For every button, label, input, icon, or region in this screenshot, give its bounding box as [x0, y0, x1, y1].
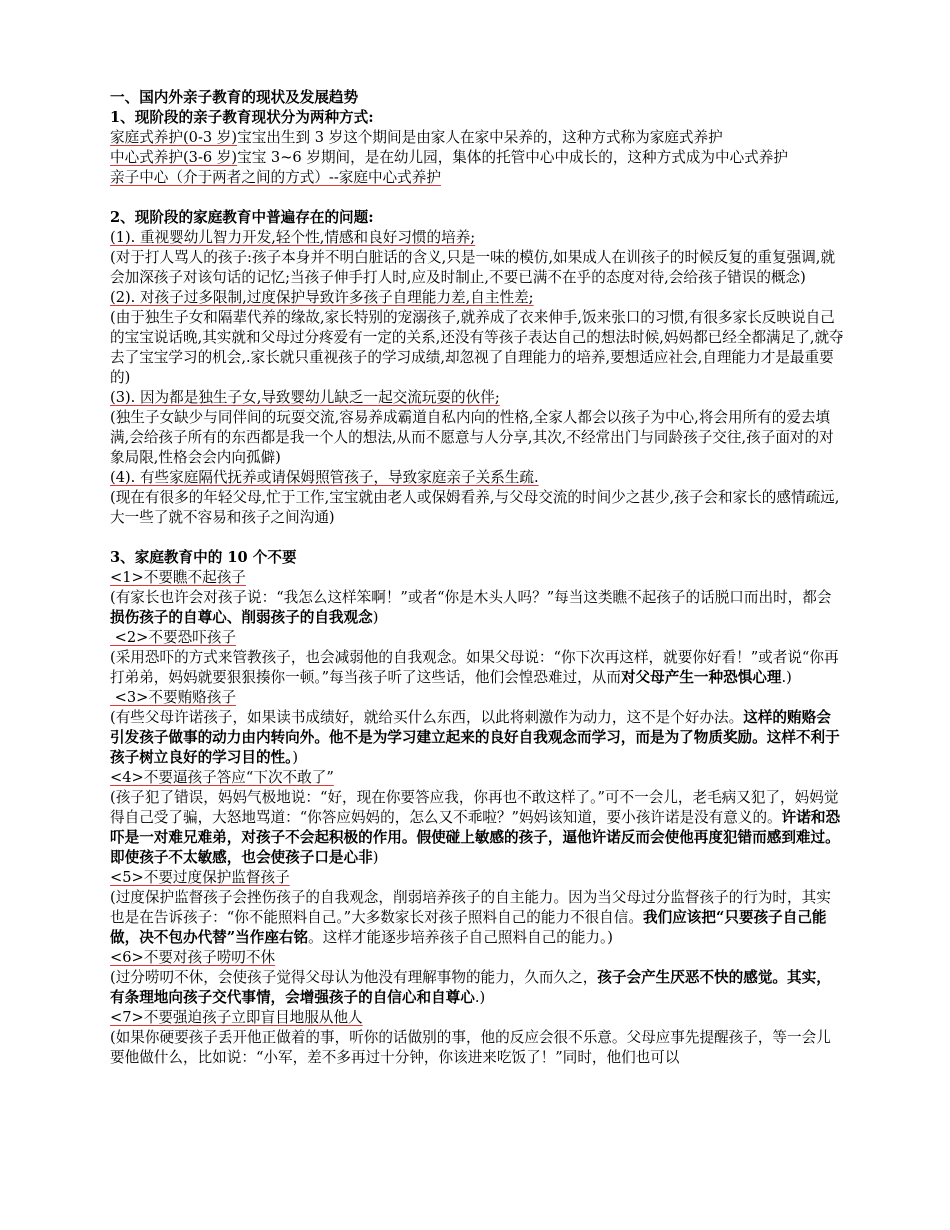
item-heading: 中心式养护(3-6 岁): [110, 149, 238, 166]
rule-text-plain: (有家长也许会对孩子说：“我怎么这样笨啊！”或者“你是木头人吗？”每当这类瞧不起孩子的话脱口而出时，都会: [110, 589, 832, 606]
problem-text: (对于打人骂人的孩子:孩子本身并不明白脏话的含义,只是一味的模仿,如果成人在训孩子的时候反复的重复强调,就会加深孩子对该句话的记忆;当孩子伸手打人时,应及时制止,不要已满不在乎的态度对待,会给孩子错误的概念): [110, 249, 836, 286]
rule-text-plain: ): [372, 849, 379, 866]
section-1-title: 一、国内外亲子教育的现状及发展趋势: [110, 89, 359, 106]
rule-text-plain: (过分唠叨不休，会使孩子觉得父母认为他没有理解事物的能力，久而久之，: [110, 969, 598, 986]
rule-text: [110, 888, 845, 948]
rule-heading: <4>不要逼孩子答应“下次不敢了”: [110, 769, 334, 786]
section-3-title: 3、家庭教育中的 10 个不要: [110, 549, 297, 566]
rule-text: [110, 968, 845, 1008]
rule-text-plain: ): [292, 749, 299, 766]
section-2-title: 2、现阶段的家庭教育中普遍存在的问题:: [110, 209, 374, 226]
rule-text: [110, 1028, 845, 1068]
list-item: [110, 128, 845, 148]
rule-text: [110, 588, 845, 628]
rule-heading: <3>不要贿赂孩子: [110, 689, 236, 706]
rule-text-plain: .): [781, 669, 792, 686]
rule-text-plain: (有些父母许诺孩子，如果读书成绩好，就给买什么东西，以此将刺激作为动力，这不是个好办法。: [110, 709, 744, 726]
rule-text: [110, 648, 845, 688]
problem-text: (现在有很多的年轻父母,忙于工作,宝宝就由老人或保姆看养,与父母交流的时间少之甚少,孩子会和家长的感情疏远,大一些了就不容易和孩子之间沟通): [110, 489, 840, 526]
rule-heading: <7>不要强迫孩子立即盲目地服从他人: [110, 1009, 363, 1026]
problem-heading: (3). 因为都是独生子女,导致婴幼儿缺乏一起交流玩耍的伙伴;: [110, 389, 500, 406]
rule-text-bold: 这样的贿赂会引发孩子做事的动力由内转向外。他不是为学习建立起来的良好自我观念而学习，而是为了物质奖励。这样不利于孩子树立良好的学习目的性。: [110, 709, 840, 766]
rule-text-plain: (如果你硬要孩子丢开他正做着的事，听你的话做别的事，他的反应会很不乐意。父母应事先提醒孩子，等一会儿要他做什么，比如说：“小军，差不多再过十分钟，你该进来吃饭了！”同时，他们也可以: [110, 1029, 831, 1066]
problem-text: (由于独生子女和隔辈代养的缘故,家长特别的宠溺孩子,就养成了衣来伸手,饭来张口的习惯,有很多家长反映说自己的宝宝说话晚,其实就和父母过分疼爱有一定的关系,还没有等孩子表达自己的想法时候,妈妈都已经全都满足了,就夺去了宝宝学习的机会,.家长就只重视孩子的学习成绩,却忽视了自理能力的培养,要想适应社会,自理能力才是最重要的): [110, 309, 844, 386]
item-text: 宝宝 3~6 岁期间，是在幼儿园，集体的托管中心中成长的，这种方式成为中心式养护: [237, 149, 788, 166]
item-heading: 亲子中心（介于两者之间的方式）--家庭中心式养护: [110, 169, 441, 186]
rule-text: [110, 788, 845, 868]
problem-text: (独生子女缺少与同伴间的玩耍交流,容易养成霸道自私内向的性格,全家人都会以孩子为中心,将会用所有的爱去填满,会给孩子所有的东西都是我一个人的想法,从而不愿意与人分享,其次,不经常出门与同龄孩子交往,孩子面对的对象局限,性格会会内向孤僻): [110, 409, 834, 466]
rule-text-bold: 我们应该把“只要孩子自己能做，决不包办代替”当作座右铭: [110, 909, 827, 946]
rule-heading: <1>不要瞧不起孩子: [110, 569, 246, 586]
rule-text-plain: (过度保护监督孩子会挫伤孩子的自我观念，削弱培养孩子的自主能力。因为当父母过分监督孩子的行为时，其实也是在告诉孩子：“你不能照料自己。”大多数家长对孩子照料自己的能力不很自信。: [110, 889, 831, 926]
list-item: [110, 168, 845, 188]
problem-heading: (2). 对孩子过多限制,过度保护导致许多孩子自理能力差,自主性差;: [110, 289, 534, 306]
problem-heading: (1). 重视婴幼儿智力开发,轻个性,情感和良好习惯的培养;: [110, 229, 476, 246]
list-item: [110, 148, 845, 168]
rule-text-bold: 孩子会产生厌恶不快的感觉。其实，有条理地向孩子交代事情，会增强孩子的自信心和自尊心: [110, 969, 831, 1006]
rule-heading: <5>不要过度保护监督孩子: [110, 869, 290, 886]
item-heading: 家庭式养护(0-3 岁): [110, 129, 238, 146]
rule-text-plain: ): [372, 609, 379, 626]
rule-text-bold: 许诺和恐吓是一对难兄难弟，对孩子不会起积极的作用。假使碰上敏感的孩子，逼他许诺反而会使他再度犯错而感到难过。即使孩子不太敏感，也会使孩子口是心非: [110, 809, 841, 866]
rule-text-plain: 。这样才能逐步培养孩子自己照料自己的能力。): [308, 929, 613, 946]
rule-text-bold: 对父母产生一种恐惧心理: [620, 669, 782, 686]
rule-heading: <2>不要恐吓孩子: [110, 629, 236, 646]
section-1-subtitle: 1、现阶段的亲子教育现状分为两种方式:: [110, 109, 374, 126]
rule-text-plain: .): [474, 989, 486, 1006]
rule-text-plain: (采用恐吓的方式来管教孩子，也会减弱他的自我观念。如果父母说：“你下次再这样，就要你好看！”或者说“你再打弟弟，妈妈就要狠狠揍你一顿。”每当孩子听了这些话，他们会惶恐难过，从而: [110, 649, 839, 686]
rule-text-plain: (孩子犯了错误，妈妈气极地说：“好，现在你要答应我，你再也不敢这样了。”可不一会儿，老毛病又犯了，妈妈觉得自己受了骗，大怒地骂道：“你答应妈妈的，怎么又不乖啦？”妈妈该知道，要小孩许诺是没有意义的。: [110, 789, 839, 826]
item-text: 宝宝出生到 3 岁这个期间是由家人在家中呆养的，这种方式称为家庭式养护: [237, 129, 723, 146]
rule-heading: <6>不要对孩子唠叨不休: [110, 949, 276, 966]
document-page: [110, 88, 845, 1068]
rule-text: [110, 708, 845, 768]
rule-text-bold: 损伤孩子的自尊心、削弱孩子的自我观念: [110, 609, 373, 626]
problem-heading: (4). 有些家庭隔代抚养或请保姆照管孩子，导致家庭亲子关系生疏.: [110, 469, 539, 486]
